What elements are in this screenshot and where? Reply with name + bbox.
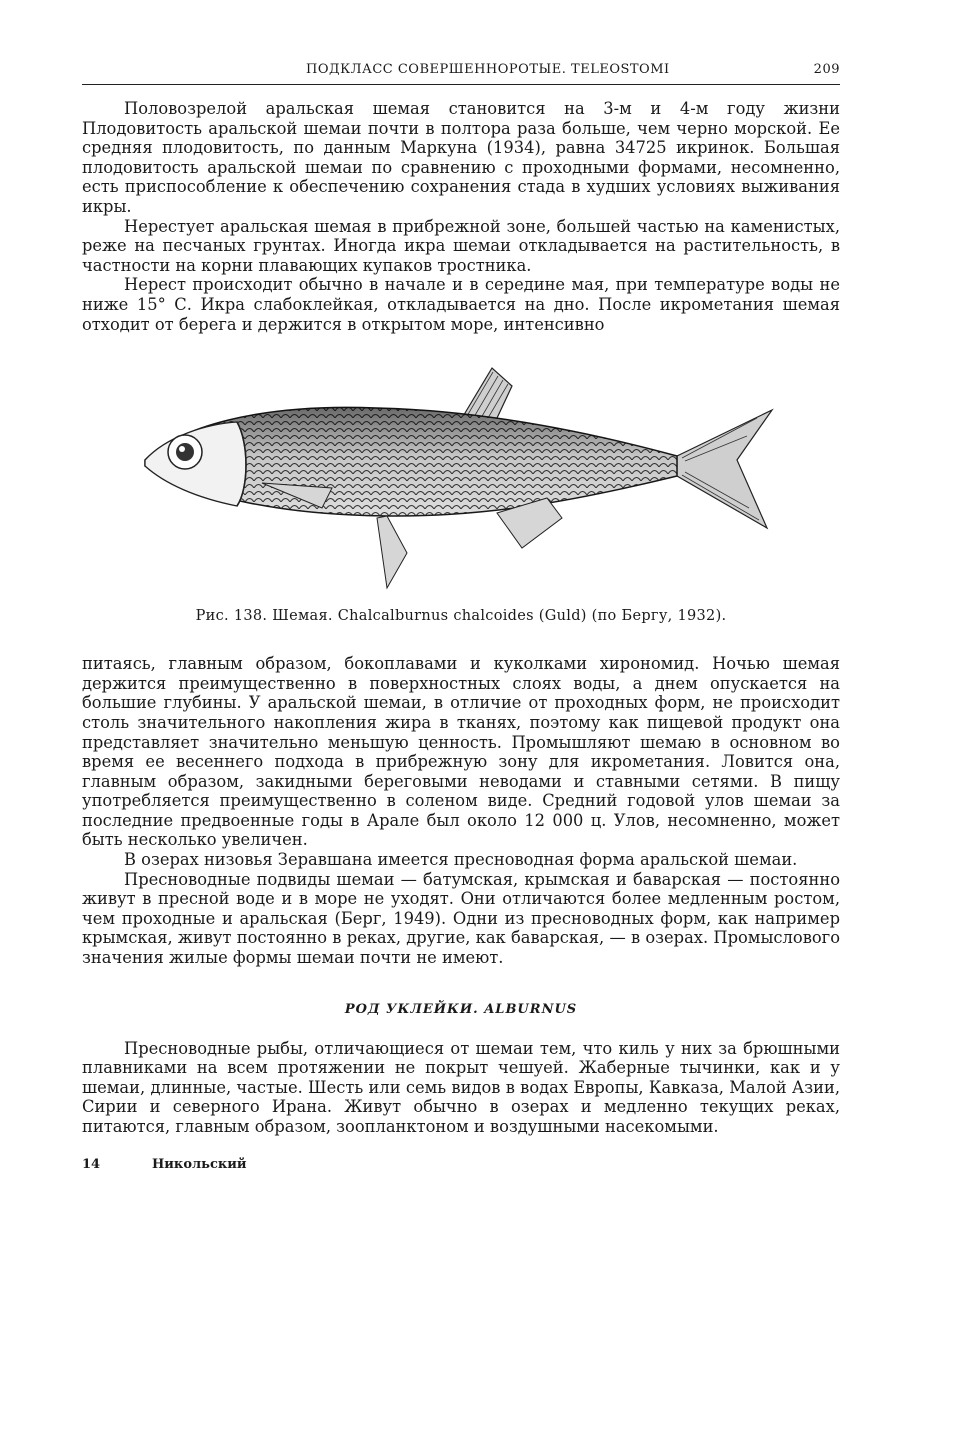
paragraph: В озерах низовья Зеравшана имеется пресноводная форма аральской шемаи. <box>124 850 798 870</box>
paragraph: питаясь, главным образом, бокоплавами и куколками хирономид. Ночью шемая держится преимущественно в поверхностных слоях воды, а днем опускается на большие глубины. У аральской шемаи, в отличие от проходных форм, не происходит столь значительного накопления жира в тканях, поэтому как пищевой продукт она представляет значительно меньшую ценность. Промышляют шемаю в основном во время ее весеннего подхода в прибрежную зону для икрометания. Ловится она, главным образом, закидными береговыми неводами и ставными сетями. В пищу употребляется преимущественно в соленом виде. Средний годовой улов шемаи за последние предвоенные годы в Арале был около 12 000 ц. Улов, несомненно, может быть несколько увеличен. <box>82 654 840 850</box>
footer-author: Никольский <box>152 1156 247 1172</box>
page-footer <box>82 1157 840 1172</box>
figure-caption: Рис. 138. Шемая. Chalcalburnus chalcoides (Guld) (по Бергу, 1932). <box>195 608 727 625</box>
paragraph: Половозрелой аральская шемая становится на 3-м и 4-м году жизни Плодовитость аральской шемаи почти в полтора раза больше, чем черно морской. Ее средняя плодовитость, по данным Маркуна (1934), равна 34725 икринок. Большая плодовитость аральской шемаи по сравнению с проходными формами, несомненно, есть приспособление к обеспечению сохранения стада в худших условиях выживания икры. <box>82 99 840 216</box>
signature-number: 14 <box>82 1156 101 1172</box>
paragraph: Нерест происходит обычно в начале и в середине мая, при температуре воды не ниже 15° С. Икра слабоклейкая, откладывается на дно. После икрометания шемая отходит от берега и держится в открытом море, интенсивно <box>82 275 840 334</box>
running-header-title: ПОДКЛАСС СОВЕРШЕННОРОТЫЕ. TELEOSTOMI <box>306 62 670 77</box>
section-heading: РОД УКЛЕЙКИ. ALBURNUS <box>344 1001 578 1017</box>
text-block-middle <box>82 654 840 968</box>
running-header <box>82 62 840 85</box>
paragraph: Пресноводные подвиды шемаи — батумская, крымская и баварская — постоянно живут в пресной воде и в море не уходят. Они отличаются более медленным ростом, чем проходные и аральская (Берг, 1949). Одни из пресноводных форм, как например крымская, живут постоянно в реках, другие, как баварская, — в озерах. Промыслового значения жилые формы шемаи почти не имеют. <box>82 869 840 968</box>
text-block-bottom <box>82 1039 840 1137</box>
figure-fish <box>82 348 840 596</box>
paragraph: Нерестует аральская шемая в прибрежной зоне, большей частью на каменистых, реже на песчаных грунтах. Иногда икра шемаи откладывается на растительность, в частности на корни плавающих купаков тростника. <box>82 216 840 275</box>
page <box>82 62 840 1172</box>
fish-illustration <box>137 348 777 593</box>
text-block-top <box>82 99 840 334</box>
page-number: 209 <box>813 62 840 77</box>
paragraph: Пресноводные рыбы, отличающиеся от шемаи тем, что киль у них за брюшными плавниками на всем протяжении не покрыт чешуей. Жаберные тычинки, как и у шемаи, длинные, частые. Шесть или семь видов в водах Европы, Кавказа, Малой Азии, Сирии и северного Ирана. Живут обычно в озерах и медленно текущих реках, питаются, главным образом, зоопланктоном и воздушными насекомыми. <box>82 1038 840 1136</box>
